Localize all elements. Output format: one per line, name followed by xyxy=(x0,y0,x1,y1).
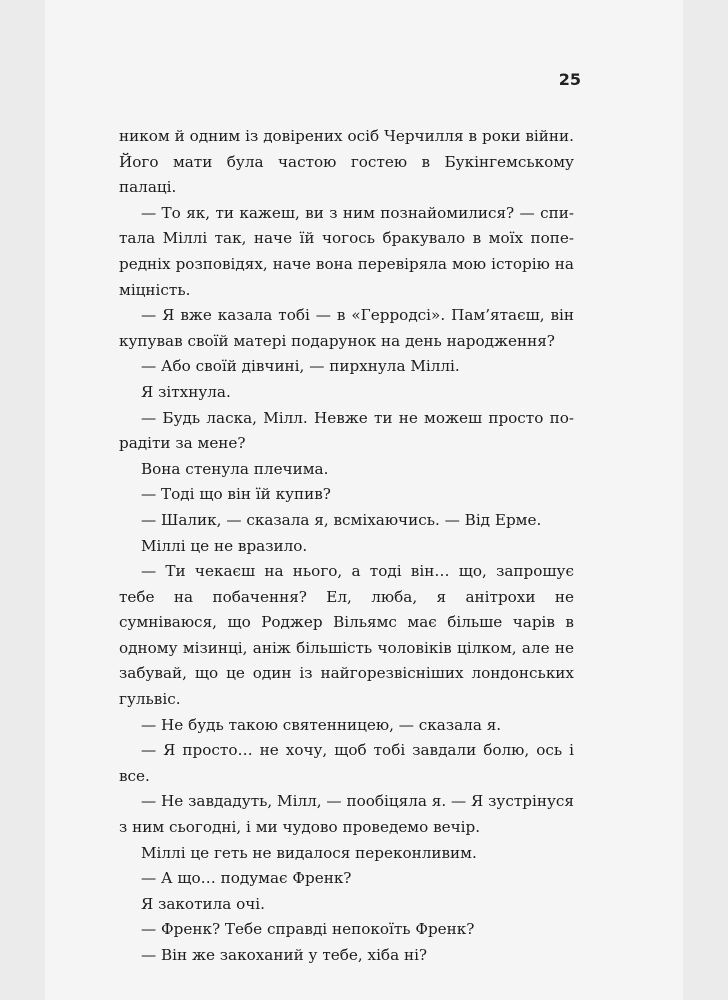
paragraph: Я закотила очі. xyxy=(141,894,265,913)
paragraph: — А що… подумає Френк? xyxy=(141,869,352,888)
paragraph: — Я вже казала тобі — в «Герродсі». Пам’ятаєш, він купував своїй матері подарунок на день народження? xyxy=(119,306,574,350)
paragraph: — Тоді що він їй купив? xyxy=(141,485,331,504)
page-number: 25 xyxy=(558,70,581,89)
paragraph: Я зітхнула. xyxy=(141,382,231,401)
paragraph: — Ти чекаєш на нього, а тоді він… що, запрошує тебе на побачення? Ел, люба, я анітрохи не сумніваюся, що Роджер Вільямс має більше чарів в одному мізинці, аніж більшість чоловіків цілком, але не забувай, що це один із найгорезвісніших лондонських гульвіс. xyxy=(119,562,574,709)
paragraph: — Френк? Тебе справді непокоїть Френк? xyxy=(141,920,475,939)
paragraph: ником й одним із довірених осіб Черчилля в роки війни. Його мати була частою гостею в Букінгемському палаці. xyxy=(119,127,574,197)
paragraph: — То як, ти кажеш, ви з ним познайомилися? — спитала Міллі так, наче їй чогось бракувало в моїх попередніх розповідях, наче вона перевіряла мою історію на міцність. xyxy=(119,203,574,299)
paragraph: — Він же закоханий у тебе, хіба ні? xyxy=(141,946,428,964)
paragraph: Міллі це геть не видалося переконливим. xyxy=(141,843,477,862)
book-page xyxy=(45,0,683,1000)
paragraph: — Будь ласка, Мілл. Невже ти не можеш просто порадіти за мене? xyxy=(119,408,574,453)
paragraph: Міллі це не вразило. xyxy=(141,536,308,555)
paragraph: — Я просто… не хочу, щоб тобі завдали болю, ось і все. xyxy=(119,741,574,785)
paragraph: — Шалик, — сказала я, всміхаючись. — Від Ерме. xyxy=(141,510,542,529)
paragraph: Вона стенула плечима. xyxy=(141,459,329,478)
paragraph: — Або своїй дівчині, — пирхнула Міллі. xyxy=(141,357,460,376)
paragraph: — Не будь такою святенницею, — сказала я. xyxy=(141,715,502,734)
paragraph: — Не завдадуть, Мілл, — пообіцяла я. — Я зустрінуся з ним сьогодні, і ми чудово проведемо вечір. xyxy=(119,792,574,837)
body-text xyxy=(119,124,574,969)
